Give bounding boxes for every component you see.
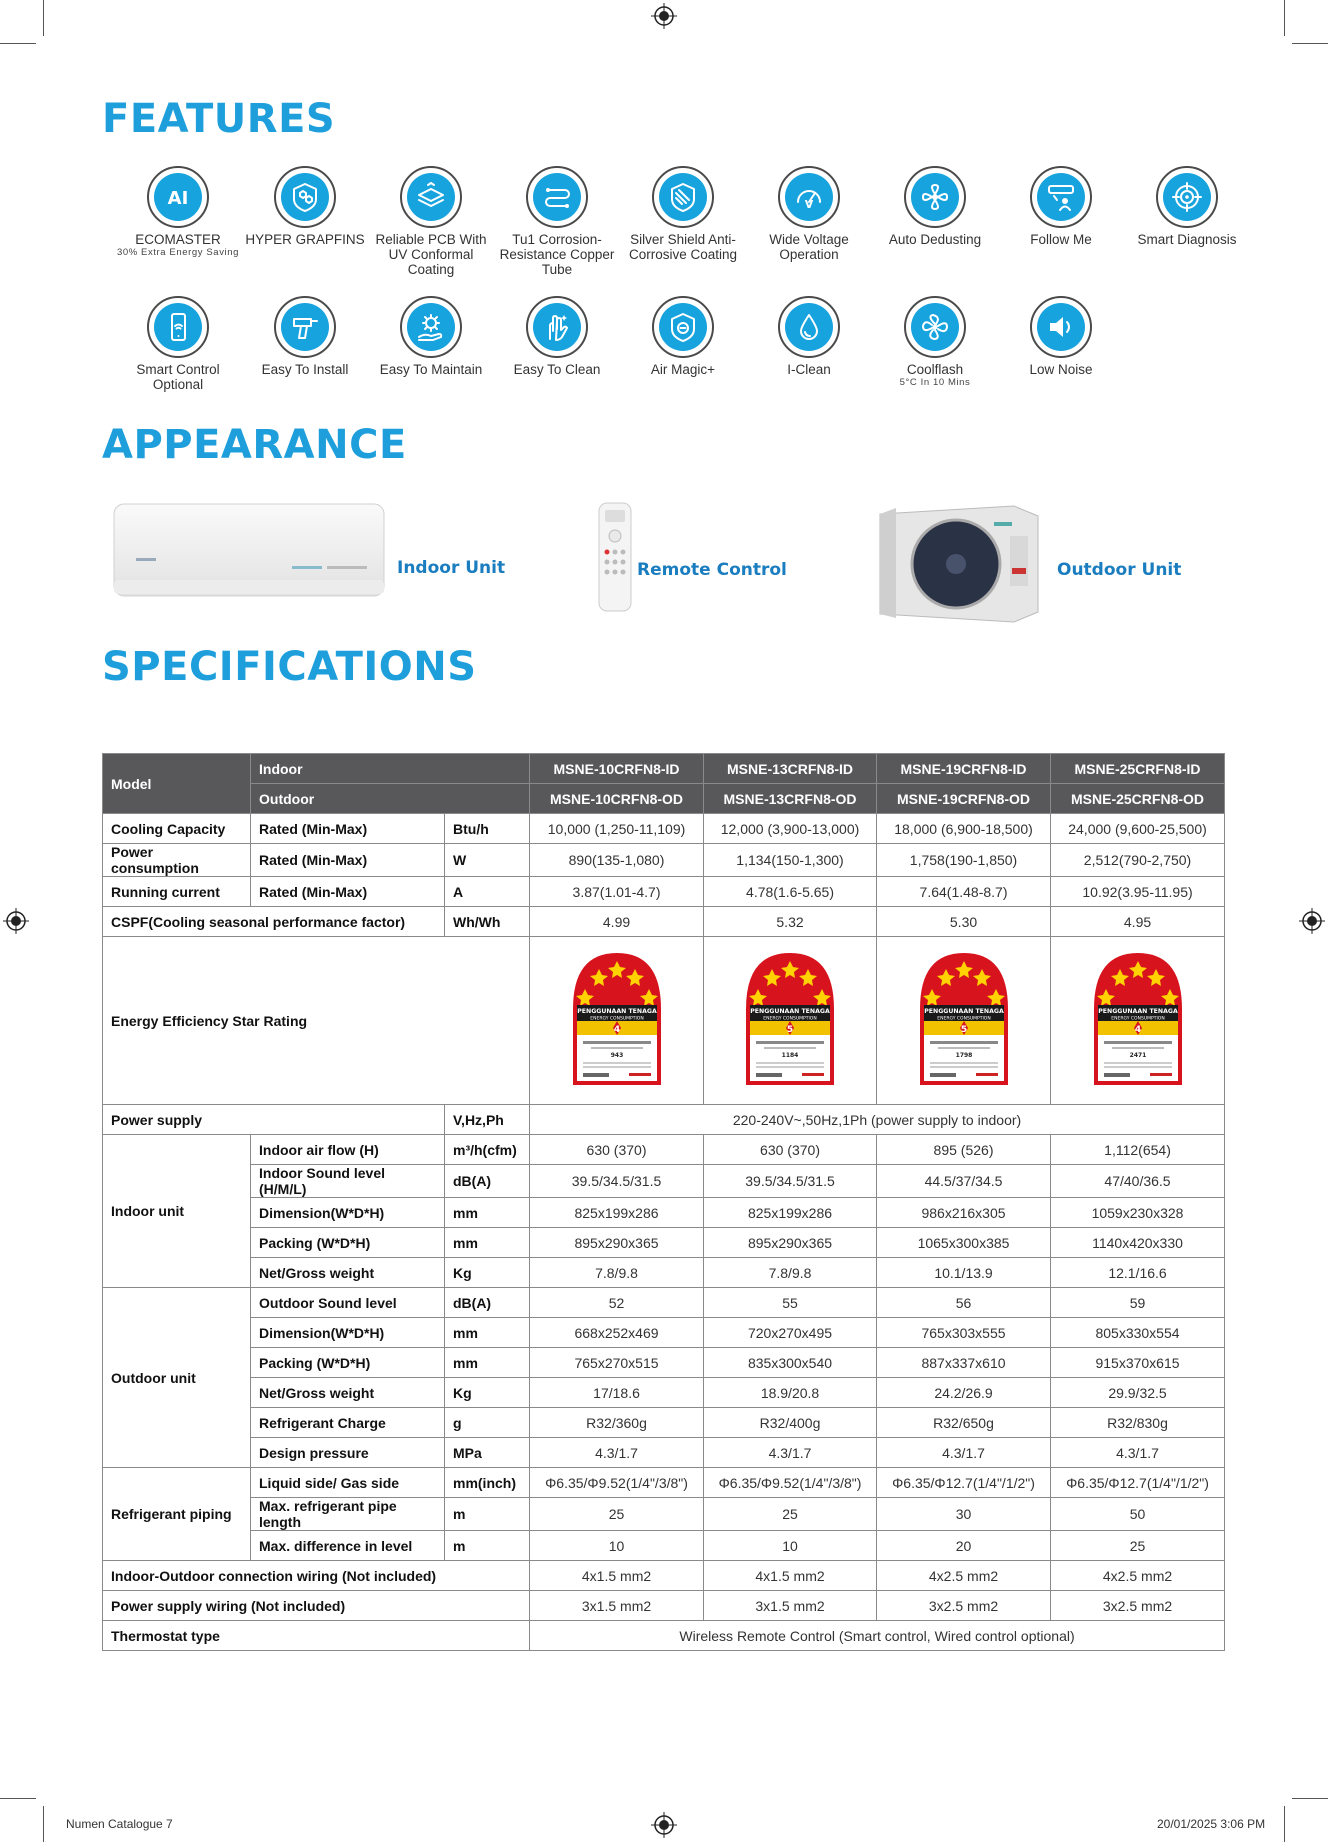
gear-hand-icon bbox=[400, 296, 462, 358]
feature-item bbox=[240, 166, 370, 247]
group-label: Outdoor unit bbox=[103, 1288, 251, 1468]
feature-label: Air Magic+ bbox=[650, 362, 716, 377]
spec-row bbox=[103, 1318, 1225, 1348]
spec-value: 30 bbox=[877, 1498, 1051, 1531]
feature-item bbox=[996, 296, 1126, 377]
spec-row bbox=[103, 1198, 1225, 1228]
feature-label: Low Noise bbox=[1029, 362, 1093, 377]
spec-row bbox=[103, 937, 1225, 1105]
feature-label: Smart Control Optional bbox=[136, 362, 220, 392]
cleaning-hand-icon bbox=[526, 296, 588, 358]
row-unit: Btu/h bbox=[445, 814, 530, 844]
feature-label: HYPER GRAPFINS bbox=[245, 232, 365, 247]
spec-value: 915x370x615 bbox=[1051, 1348, 1225, 1378]
registration-mark-icon bbox=[3, 908, 29, 934]
features-heading: FEATURES bbox=[102, 96, 336, 142]
spec-row bbox=[103, 1135, 1225, 1165]
spec-value: 4.78(1.6-5.65) bbox=[704, 877, 877, 907]
spec-row bbox=[103, 1468, 1225, 1498]
row-sublabel: Dimension(W*D*H) bbox=[251, 1198, 445, 1228]
spec-value: 50 bbox=[1051, 1498, 1225, 1531]
spec-value: 1,134(150-1,300) bbox=[704, 844, 877, 877]
spec-value: 4x1.5 mm2 bbox=[704, 1561, 877, 1591]
specifications-heading: SPECIFICATIONS bbox=[102, 644, 477, 690]
fan-icon bbox=[904, 166, 966, 228]
feature-item bbox=[744, 166, 874, 262]
row-sublabel: Rated (Min-Max) bbox=[251, 814, 445, 844]
indoor-model: MSNE-10CRFN8-ID bbox=[530, 754, 704, 784]
feature-item bbox=[618, 296, 748, 377]
spec-row bbox=[103, 1105, 1225, 1135]
row-sublabel: Net/Gross weight bbox=[251, 1378, 445, 1408]
feature-item bbox=[366, 166, 496, 277]
shield-minus-icon bbox=[652, 296, 714, 358]
row-label: Energy Efficiency Star Rating bbox=[103, 937, 530, 1105]
spec-value: 17/18.6 bbox=[530, 1378, 704, 1408]
indoor-label: Indoor bbox=[251, 754, 530, 784]
spec-row bbox=[103, 1165, 1225, 1198]
ai-icon bbox=[147, 166, 209, 228]
feature-label: Auto Dedusting bbox=[888, 232, 982, 247]
spec-value: 4.3/1.7 bbox=[704, 1438, 877, 1468]
spec-value: 630 (370) bbox=[704, 1135, 877, 1165]
star-count: 5 bbox=[786, 1025, 794, 1035]
row-unit: dB(A) bbox=[445, 1288, 530, 1318]
outdoor-model: MSNE-10CRFN8-OD bbox=[530, 784, 704, 814]
row-sublabel: Outdoor Sound level bbox=[251, 1288, 445, 1318]
row-sublabel: Rated (Min-Max) bbox=[251, 877, 445, 907]
badge-subtitle: ENERGY CONSUMPTION bbox=[763, 1016, 817, 1022]
outdoor-model: MSNE-13CRFN8-OD bbox=[704, 784, 877, 814]
outdoor-unit-label: Outdoor Unit bbox=[1057, 560, 1182, 580]
row-unit: Kg bbox=[445, 1258, 530, 1288]
spec-value: 7.64(1.48-8.7) bbox=[877, 877, 1051, 907]
spec-value: 765x303x555 bbox=[877, 1318, 1051, 1348]
crop-mark bbox=[0, 43, 36, 44]
spec-row bbox=[103, 1378, 1225, 1408]
kwh-value: 943 bbox=[610, 1052, 623, 1059]
spec-value: 4x2.5 mm2 bbox=[1051, 1561, 1225, 1591]
spec-row bbox=[103, 844, 1225, 877]
spec-value: 2,512(790-2,750) bbox=[1051, 844, 1225, 877]
spec-value: 4x1.5 mm2 bbox=[530, 1561, 704, 1591]
row-label: CSPF(Cooling seasonal performance factor) bbox=[103, 907, 445, 937]
badge-subtitle: ENERGY CONSUMPTION bbox=[1110, 1016, 1165, 1022]
row-unit: V,Hz,Ph bbox=[445, 1105, 530, 1135]
row-label: Thermostat type bbox=[103, 1621, 530, 1651]
energy-star-badge bbox=[1051, 937, 1225, 1105]
spec-value: R32/830g bbox=[1051, 1408, 1225, 1438]
row-unit: m bbox=[445, 1498, 530, 1531]
spec-value: 47/40/36.5 bbox=[1051, 1165, 1225, 1198]
row-unit: A bbox=[445, 877, 530, 907]
spec-value: 29.9/32.5 bbox=[1051, 1378, 1225, 1408]
energy-star-badge bbox=[530, 937, 704, 1105]
spec-value: 1,112(654) bbox=[1051, 1135, 1225, 1165]
remote-control-image bbox=[598, 502, 632, 612]
spec-value: 55 bbox=[704, 1288, 877, 1318]
spec-row bbox=[103, 1498, 1225, 1531]
spec-value: 1059x230x328 bbox=[1051, 1198, 1225, 1228]
feature-item bbox=[1122, 166, 1252, 247]
feature-label: Silver Shield Anti-Corrosive Coating bbox=[628, 232, 738, 262]
badge-subtitle: ENERGY CONSUMPTION bbox=[936, 1016, 991, 1022]
outdoor-model: MSNE-25CRFN8-OD bbox=[1051, 784, 1225, 814]
spec-value: 4.3/1.7 bbox=[877, 1438, 1051, 1468]
row-label: Power supply bbox=[103, 1105, 445, 1135]
spec-value: 10 bbox=[530, 1531, 704, 1561]
row-unit: W bbox=[445, 844, 530, 877]
group-label: Refrigerant piping bbox=[103, 1468, 251, 1561]
indoor-model: MSNE-13CRFN8-ID bbox=[704, 754, 877, 784]
crop-mark bbox=[1284, 0, 1285, 36]
water-drop-icon bbox=[778, 296, 840, 358]
badge-title: PENGGUNAAN TENAGA bbox=[750, 1008, 830, 1015]
specifications-table bbox=[102, 753, 1225, 1651]
spec-value: 4.95 bbox=[1051, 907, 1225, 937]
remote-control-label: Remote Control bbox=[637, 560, 787, 580]
spec-value: Wireless Remote Control (Smart control, Wired control optional) bbox=[530, 1621, 1225, 1651]
feature-label: I-Clean bbox=[787, 362, 831, 377]
feature-item bbox=[492, 296, 622, 377]
row-sublabel: Rated (Min-Max) bbox=[251, 844, 445, 877]
row-unit: g bbox=[445, 1408, 530, 1438]
spec-row bbox=[103, 1561, 1225, 1591]
svg-text:V: V bbox=[804, 198, 814, 211]
spec-value: 24.2/26.9 bbox=[877, 1378, 1051, 1408]
spec-value: 12.1/16.6 bbox=[1051, 1258, 1225, 1288]
spec-value: 3.87(1.01-4.7) bbox=[530, 877, 704, 907]
spec-value: 895x290x365 bbox=[704, 1228, 877, 1258]
feature-item bbox=[870, 166, 1000, 247]
appearance-heading: APPEARANCE bbox=[102, 422, 407, 468]
row-label: Power supply wiring (Not included) bbox=[103, 1591, 530, 1621]
indoor-unit-image bbox=[112, 500, 388, 602]
spec-value: 18,000 (6,900-18,500) bbox=[877, 814, 1051, 844]
row-unit: MPa bbox=[445, 1438, 530, 1468]
spec-value: 825x199x286 bbox=[530, 1198, 704, 1228]
row-sublabel: Packing (W*D*H) bbox=[251, 1228, 445, 1258]
outdoor-label: Outdoor bbox=[251, 784, 530, 814]
spec-value: 1,758(190-1,850) bbox=[877, 844, 1051, 877]
spec-value: Φ6.35/Φ12.7(1/4"/1/2") bbox=[877, 1468, 1051, 1498]
feature-label: ECOMASTER bbox=[135, 232, 221, 247]
row-unit: Kg bbox=[445, 1378, 530, 1408]
outdoor-model: MSNE-19CRFN8-OD bbox=[877, 784, 1051, 814]
feature-item bbox=[618, 166, 748, 262]
spec-value: 4.3/1.7 bbox=[530, 1438, 704, 1468]
spec-row bbox=[103, 1531, 1225, 1561]
row-label: Indoor-Outdoor connection wiring (Not included) bbox=[103, 1561, 530, 1591]
spec-value: 835x300x540 bbox=[704, 1348, 877, 1378]
row-sublabel: Max. refrigerant pipe length bbox=[251, 1498, 445, 1531]
row-sublabel: Packing (W*D*H) bbox=[251, 1348, 445, 1378]
spec-value: R32/650g bbox=[877, 1408, 1051, 1438]
kwh-value: 1798 bbox=[955, 1052, 972, 1059]
feature-item bbox=[870, 296, 1000, 389]
spec-row bbox=[103, 877, 1225, 907]
spec-value: 52 bbox=[530, 1288, 704, 1318]
spec-value: 39.5/34.5/31.5 bbox=[704, 1165, 877, 1198]
spec-value: 825x199x286 bbox=[704, 1198, 877, 1228]
crop-mark bbox=[43, 0, 44, 36]
outdoor-unit-image bbox=[876, 502, 1042, 624]
feature-label: Follow Me bbox=[1030, 232, 1092, 247]
kwh-value: 2471 bbox=[1129, 1052, 1146, 1059]
spec-row bbox=[103, 1438, 1225, 1468]
spec-value: 12,000 (3,900-13,000) bbox=[704, 814, 877, 844]
row-unit: mm bbox=[445, 1348, 530, 1378]
spec-value: 765x270x515 bbox=[530, 1348, 704, 1378]
row-unit: mm bbox=[445, 1228, 530, 1258]
spec-value: 5.32 bbox=[704, 907, 877, 937]
feature-item bbox=[492, 166, 622, 277]
spec-value: 895x290x365 bbox=[530, 1228, 704, 1258]
spec-value: 39.5/34.5/31.5 bbox=[530, 1165, 704, 1198]
row-unit: dB(A) bbox=[445, 1165, 530, 1198]
spec-value: 24,000 (9,600-25,500) bbox=[1051, 814, 1225, 844]
spec-value: Φ6.35/Φ9.52(1/4"/3/8") bbox=[704, 1468, 877, 1498]
row-unit: mm(inch) bbox=[445, 1468, 530, 1498]
speaker-icon bbox=[1030, 296, 1092, 358]
energy-label-icon bbox=[916, 949, 1012, 1089]
spec-row bbox=[103, 1621, 1225, 1651]
energy-label-icon bbox=[569, 949, 665, 1089]
crop-mark bbox=[1292, 43, 1328, 44]
badge-title: PENGGUNAAN TENAGA bbox=[1097, 1008, 1178, 1015]
registration-mark-icon bbox=[651, 3, 677, 29]
badge-title: PENGGUNAAN TENAGA bbox=[923, 1008, 1004, 1015]
spec-row bbox=[103, 1258, 1225, 1288]
feature-label: Smart Diagnosis bbox=[1137, 232, 1237, 247]
kwh-value: 1184 bbox=[781, 1052, 799, 1059]
row-label: Power consumption bbox=[103, 844, 251, 877]
feature-item bbox=[240, 296, 370, 377]
energy-star-badge bbox=[704, 937, 877, 1105]
smartphone-wifi-icon bbox=[147, 296, 209, 358]
spec-value: 18.9/20.8 bbox=[704, 1378, 877, 1408]
registration-mark-icon bbox=[1299, 908, 1325, 934]
follow-me-icon bbox=[1030, 166, 1092, 228]
crop-mark bbox=[1292, 1798, 1328, 1799]
feature-label: Easy To Clean bbox=[513, 362, 601, 377]
hexagon-shield-icon bbox=[274, 166, 336, 228]
badge-title: PENGGUNAAN TENAGA bbox=[576, 1008, 657, 1015]
spec-value: 630 (370) bbox=[530, 1135, 704, 1165]
group-label: Indoor unit bbox=[103, 1135, 251, 1288]
spec-value: 4.99 bbox=[530, 907, 704, 937]
diagnosis-icon bbox=[1156, 166, 1218, 228]
spec-value: 986x216x305 bbox=[877, 1198, 1051, 1228]
feature-item bbox=[996, 166, 1126, 247]
spec-value: 25 bbox=[530, 1498, 704, 1531]
row-unit: m³/h(cfm) bbox=[445, 1135, 530, 1165]
spec-value: 10.1/13.9 bbox=[877, 1258, 1051, 1288]
feature-item bbox=[113, 166, 243, 259]
feature-sublabel: 30% Extra Energy Saving bbox=[116, 247, 240, 258]
spec-value: 895 (526) bbox=[877, 1135, 1051, 1165]
spec-value: 25 bbox=[704, 1498, 877, 1531]
shield-fins-icon bbox=[652, 166, 714, 228]
feature-label: Wide Voltage Operation bbox=[769, 232, 849, 262]
spec-value: 4x2.5 mm2 bbox=[877, 1561, 1051, 1591]
badge-subtitle: ENERGY CONSUMPTION bbox=[589, 1016, 644, 1022]
spec-value: 7.8/9.8 bbox=[530, 1258, 704, 1288]
indoor-model: MSNE-19CRFN8-ID bbox=[877, 754, 1051, 784]
spec-value: 720x270x495 bbox=[704, 1318, 877, 1348]
spec-value: R32/360g bbox=[530, 1408, 704, 1438]
spec-row bbox=[103, 907, 1225, 937]
row-unit: Wh/Wh bbox=[445, 907, 530, 937]
spec-value: 220-240V~,50Hz,1Ph (power supply to indoor) bbox=[530, 1105, 1225, 1135]
spec-row bbox=[103, 1591, 1225, 1621]
energy-label-icon bbox=[1090, 949, 1186, 1089]
spec-value: 10 bbox=[704, 1531, 877, 1561]
spec-row bbox=[103, 1348, 1225, 1378]
copper-tube-icon bbox=[526, 166, 588, 228]
row-sublabel: Max. difference in level bbox=[251, 1531, 445, 1561]
star-count: 5 bbox=[960, 1025, 967, 1035]
spec-value: 887x337x610 bbox=[877, 1348, 1051, 1378]
row-sublabel: Design pressure bbox=[251, 1438, 445, 1468]
spec-value: Φ6.35/Φ9.52(1/4"/3/8") bbox=[530, 1468, 704, 1498]
indoor-unit-label: Indoor Unit bbox=[397, 558, 506, 578]
row-unit: m bbox=[445, 1531, 530, 1561]
energy-label-icon bbox=[742, 949, 838, 1089]
row-label: Cooling Capacity bbox=[103, 814, 251, 844]
row-label: Running current bbox=[103, 877, 251, 907]
row-sublabel: Dimension(W*D*H) bbox=[251, 1318, 445, 1348]
star-count: 4 bbox=[613, 1025, 620, 1035]
spec-value: 59 bbox=[1051, 1288, 1225, 1318]
feature-label: Easy To Maintain bbox=[379, 362, 483, 377]
spec-value: 20 bbox=[877, 1531, 1051, 1561]
crop-mark bbox=[43, 1806, 44, 1842]
spec-row bbox=[103, 1288, 1225, 1318]
row-sublabel: Net/Gross weight bbox=[251, 1258, 445, 1288]
feature-item bbox=[113, 296, 243, 392]
feature-label: Easy To Install bbox=[261, 362, 349, 377]
spec-value: 3x1.5 mm2 bbox=[530, 1591, 704, 1621]
row-sublabel: Refrigerant Charge bbox=[251, 1408, 445, 1438]
voltage-gauge-icon bbox=[778, 166, 840, 228]
spec-value: 25 bbox=[1051, 1531, 1225, 1561]
drill-icon bbox=[274, 296, 336, 358]
spec-value: 56 bbox=[877, 1288, 1051, 1318]
row-unit: mm bbox=[445, 1198, 530, 1228]
spec-value: 10,000 (1,250-11,109) bbox=[530, 814, 704, 844]
spec-value: Φ6.35/Φ12.7(1/4"/1/2") bbox=[1051, 1468, 1225, 1498]
feature-label: Coolflash bbox=[906, 362, 964, 377]
model-label: Model bbox=[103, 754, 251, 814]
layers-icon bbox=[400, 166, 462, 228]
row-sublabel: Liquid side/ Gas side bbox=[251, 1468, 445, 1498]
spec-value: 1065x300x385 bbox=[877, 1228, 1051, 1258]
spec-row bbox=[103, 1228, 1225, 1258]
energy-star-badge bbox=[877, 937, 1051, 1105]
feature-sublabel: 5°C In 10 Mins bbox=[899, 377, 971, 388]
feature-item bbox=[366, 296, 496, 377]
spec-value: 4.3/1.7 bbox=[1051, 1438, 1225, 1468]
spec-value: 7.8/9.8 bbox=[704, 1258, 877, 1288]
crop-mark bbox=[0, 1798, 36, 1799]
indoor-model: MSNE-25CRFN8-ID bbox=[1051, 754, 1225, 784]
spec-value: R32/400g bbox=[704, 1408, 877, 1438]
row-sublabel: Indoor air flow (H) bbox=[251, 1135, 445, 1165]
row-unit: mm bbox=[445, 1318, 530, 1348]
spec-value: 668x252x469 bbox=[530, 1318, 704, 1348]
spec-row bbox=[103, 814, 1225, 844]
spec-value: 10.92(3.95-11.95) bbox=[1051, 877, 1225, 907]
star-count: 4 bbox=[1134, 1025, 1141, 1035]
spec-value: 890(135-1,080) bbox=[530, 844, 704, 877]
spec-value: 3x1.5 mm2 bbox=[704, 1591, 877, 1621]
svg-text:AI: AI bbox=[167, 188, 189, 209]
spec-row bbox=[103, 1408, 1225, 1438]
row-sublabel: Indoor Sound level (H/M/L) bbox=[251, 1165, 445, 1198]
registration-mark-icon bbox=[651, 1812, 677, 1838]
spec-value: 3x2.5 mm2 bbox=[1051, 1591, 1225, 1621]
feature-label: Reliable PCB With UV Conformal Coating bbox=[375, 232, 487, 277]
spec-value: 1140x420x330 bbox=[1051, 1228, 1225, 1258]
spec-value: 5.30 bbox=[877, 907, 1051, 937]
footer-right: 20/01/2025 3:06 PM bbox=[1157, 1817, 1266, 1831]
feature-item bbox=[744, 296, 874, 377]
spec-value: 44.5/37/34.5 bbox=[877, 1165, 1051, 1198]
feature-label: Tu1 Corrosion-Resistance Copper Tube bbox=[499, 232, 615, 277]
spec-value: 3x2.5 mm2 bbox=[877, 1591, 1051, 1621]
footer-left: Numen Catalogue 7 bbox=[66, 1817, 173, 1831]
crop-mark bbox=[1284, 1806, 1285, 1842]
spec-value: 805x330x554 bbox=[1051, 1318, 1225, 1348]
coolflash-fan-icon bbox=[904, 296, 966, 358]
